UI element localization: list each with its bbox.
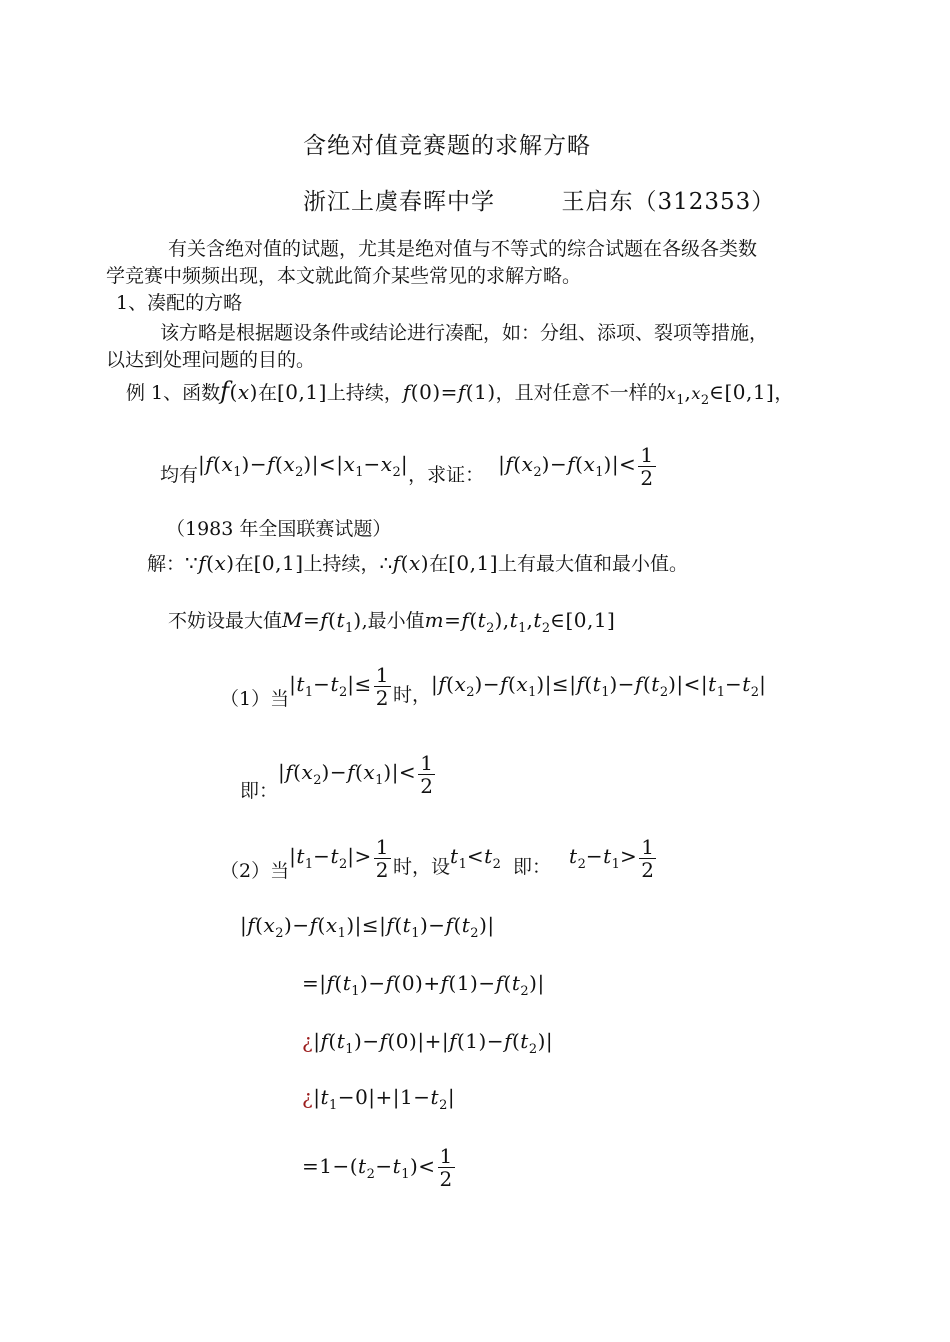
solution-intro: 解：∵f(x)在[0,1]上持续，∴f(x)在[0,1]上有最大值和最小值。 — [147, 551, 689, 575]
page-title: 含绝对值竞赛题的求解方略 — [303, 133, 591, 159]
intro-line-1: 有关含绝对值的试题，尤其是绝对值与不等式的综合试题在各级各类数 — [168, 238, 758, 260]
derivation-line-2: $=|f(t_1)-f(0)+f(1)-f(t_2)|$ — [302, 971, 545, 999]
one-half-fraction: $\frac{1}{2}$ — [640, 442, 654, 490]
example-1-condition: 均有$|f(x_1)-f(x_2)|<|x_1-x_2|$，求证： $|f(x_2)-f(x_1)|<$ $\frac{1}{2}$ — [160, 442, 654, 490]
example-1-source: （1983 年全国联赛试题） — [166, 518, 392, 540]
derivation-line-5: $=1-(t_2-t_1)<$ $\frac{1}{2}$ — [302, 1144, 453, 1191]
assume-max-min: 不妨设最大值$M=f(t_1)$,最小值$m=f(t_2),t_1,t_2\in[0,1]$ — [168, 608, 616, 636]
case-2: （2）当$|t_1-t_2|>$ $\frac{1}{2}$ 时，设$t_1<t_2$ 即： $t_2-t_1>$ $\frac{1}{2}$ — [220, 834, 655, 882]
case-1-result: 即：$|f(x_2)-f(x_1)|<$ $\frac{1}{2}$ — [240, 750, 434, 802]
derivation-line-3: ¿$|f(t_1)-f(0)|+|f(1)-f(t_2)|$ — [302, 1029, 554, 1057]
case-1: （1）当$|t_1-t_2|\le$ $\frac{1}{2}$ 时，$|f(x_2)-f(x_1)|\le|f(t_1)-f(t_2)|<|t_1-t_2|$ — [220, 662, 767, 710]
intro-line-2: 学竞赛中频频出现，本文就此简介某些常见的求解方略。 — [106, 265, 582, 287]
one-half-fraction: $\frac{1}{2}$ — [375, 834, 389, 882]
one-half-fraction: $\frac{1}{2}$ — [641, 834, 655, 882]
derivation-line-4: ¿$|t_1-0|+|1-t_2|$ — [302, 1085, 456, 1113]
derivation-line-1: $|f(x_2)-f(x_1)|\le|f(t_1)-f(t_2)|$ — [240, 913, 495, 941]
one-half-fraction: $\frac{1}{2}$ — [375, 662, 389, 710]
one-half-fraction: $\frac{1}{2}$ — [439, 1144, 453, 1191]
section-heading: 1、凑配的方略 — [116, 292, 243, 314]
example-1-statement: 例 1、函数f(x)在[0,1]上持续，f(0)=f(1)，且对任意不一样的$x_1,x_2\in[0,1]$， — [126, 377, 794, 408]
one-half-fraction: $\frac{1}{2}$ — [420, 750, 434, 798]
section-para-1: 该方略是根据题设条件或结论进行凑配，如：分组、添项、裂项等措施， — [160, 322, 769, 344]
section-para-2: 以达到处理问题的目的。 — [106, 349, 316, 371]
author-line: 浙江上虞春晖中学 王启东（312353） — [303, 189, 776, 215]
